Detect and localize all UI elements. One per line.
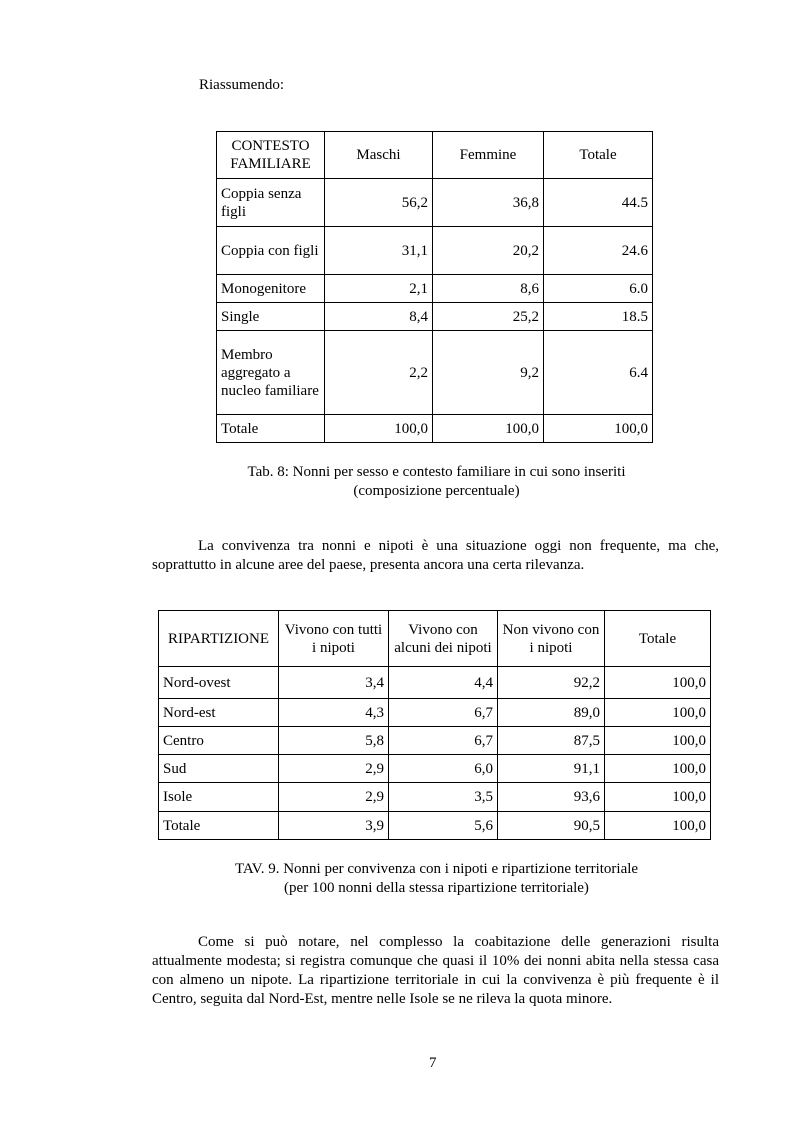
cell-value: 2,1	[325, 275, 433, 303]
table-row	[217, 275, 653, 303]
row-label: Centro	[159, 727, 279, 755]
table-row	[217, 415, 653, 443]
cell-value: 100,0	[325, 415, 433, 443]
cell-value: 93,6	[498, 783, 605, 812]
table-caption	[40, 860, 793, 898]
caption-line: (composizione percentuale)	[353, 483, 520, 499]
column-header-total: Totale	[544, 132, 653, 179]
cell-value: 8,4	[325, 303, 433, 331]
cell-value: 6.4	[544, 331, 653, 415]
cohabitation-table	[158, 610, 711, 840]
cell-value: 2,9	[279, 755, 389, 783]
cell-value: 100,0	[605, 812, 711, 840]
cell-value: 31,1	[325, 227, 433, 275]
row-label: Monogenitore	[217, 275, 325, 303]
cell-value: 5,8	[279, 727, 389, 755]
cell-value: 25,2	[433, 303, 544, 331]
table-row	[159, 812, 711, 840]
table-row	[217, 227, 653, 275]
row-label: Single	[217, 303, 325, 331]
family-context-table	[216, 131, 653, 443]
cell-value: 6,7	[389, 699, 498, 727]
cell-value: 36,8	[433, 179, 544, 227]
cell-value: 9,2	[433, 331, 544, 415]
column-header-no-grandchildren: Non vivono con i nipoti	[498, 611, 605, 667]
cell-value: 4,4	[389, 667, 498, 699]
caption-line: Tab. 8: Nonni per sesso e contesto familiare in cui sono inseriti	[247, 464, 626, 480]
cell-value: 3,9	[279, 812, 389, 840]
cell-value: 2,9	[279, 783, 389, 812]
table-row	[159, 667, 711, 699]
cell-value: 91,1	[498, 755, 605, 783]
table-row	[159, 727, 711, 755]
cell-value: 6,7	[389, 727, 498, 755]
cell-value: 24.6	[544, 227, 653, 275]
cell-value: 100,0	[433, 415, 544, 443]
cell-value: 100,0	[605, 755, 711, 783]
cell-value: 2,2	[325, 331, 433, 415]
cell-value: 8,6	[433, 275, 544, 303]
table-row	[217, 179, 653, 227]
cell-value: 90,5	[498, 812, 605, 840]
cell-value: 6.0	[544, 275, 653, 303]
column-header-all-grandchildren: Vivono con tutti i nipoti	[279, 611, 389, 667]
cell-value: 92,2	[498, 667, 605, 699]
cell-value: 44.5	[544, 179, 653, 227]
column-header-some-grandchildren: Vivono con alcuni dei nipoti	[389, 611, 498, 667]
table-header-row	[159, 611, 711, 667]
table-caption	[40, 463, 793, 501]
column-header-total: Totale	[605, 611, 711, 667]
cell-value: 87,5	[498, 727, 605, 755]
row-label: Isole	[159, 783, 279, 812]
body-paragraph	[152, 933, 719, 1009]
table-row	[217, 303, 653, 331]
cell-value: 100,0	[605, 699, 711, 727]
row-label: Nord-ovest	[159, 667, 279, 699]
cell-value: 100,0	[605, 667, 711, 699]
cell-value: 3,4	[279, 667, 389, 699]
cell-value: 89,0	[498, 699, 605, 727]
row-label: Sud	[159, 755, 279, 783]
row-label: Totale	[217, 415, 325, 443]
paragraph-text: La convivenza tra nonni e nipoti è una situazione oggi non frequente, ma che, soprattutto in alcune aree del paese, presenta ancora una certa rilevanza.	[152, 538, 719, 573]
cell-value: 6,0	[389, 755, 498, 783]
cell-value: 4,3	[279, 699, 389, 727]
cell-value: 18.5	[544, 303, 653, 331]
table-header-row	[217, 132, 653, 179]
column-header-females: Femmine	[433, 132, 544, 179]
cell-value: 100,0	[544, 415, 653, 443]
row-label: Membro aggregato a nucleo familiare	[217, 331, 325, 415]
page-number: 7	[429, 1055, 437, 1071]
column-header-context: CONTESTO FAMILIARE	[217, 132, 325, 179]
body-paragraph	[152, 537, 719, 575]
column-header-males: Maschi	[325, 132, 433, 179]
cell-value: 5,6	[389, 812, 498, 840]
cell-value: 20,2	[433, 227, 544, 275]
cell-value: 100,0	[605, 727, 711, 755]
cell-value: 56,2	[325, 179, 433, 227]
row-label: Nord-est	[159, 699, 279, 727]
caption-line: (per 100 nonni della stessa ripartizione territoriale)	[284, 880, 589, 896]
caption-line: TAV. 9. Nonni per convivenza con i nipoti e ripartizione territoriale	[234, 861, 639, 877]
column-header-region: RIPARTIZIONE	[159, 611, 279, 667]
table-row	[159, 755, 711, 783]
cell-value: 100,0	[605, 783, 711, 812]
intro-label: Riassumendo:	[199, 77, 284, 93]
table-row	[159, 699, 711, 727]
row-label: Coppia senza figli	[217, 179, 325, 227]
table-row	[217, 331, 653, 415]
cell-value: 3,5	[389, 783, 498, 812]
table-row	[159, 783, 711, 812]
row-label: Coppia con figli	[217, 227, 325, 275]
paragraph-text: Come si può notare, nel complesso la coabitazione delle generazioni risulta attualmente modesta; si registra comunque che quasi il 10% dei nonni abita nella stessa casa con almeno un nipote. La ripartizione territoriale in cui la convivenza è più frequente è il Centro, seguita dal Nord-Est, mentre nelle Isole se ne rileva la quota minore.	[152, 934, 719, 1007]
row-label: Totale	[159, 812, 279, 840]
